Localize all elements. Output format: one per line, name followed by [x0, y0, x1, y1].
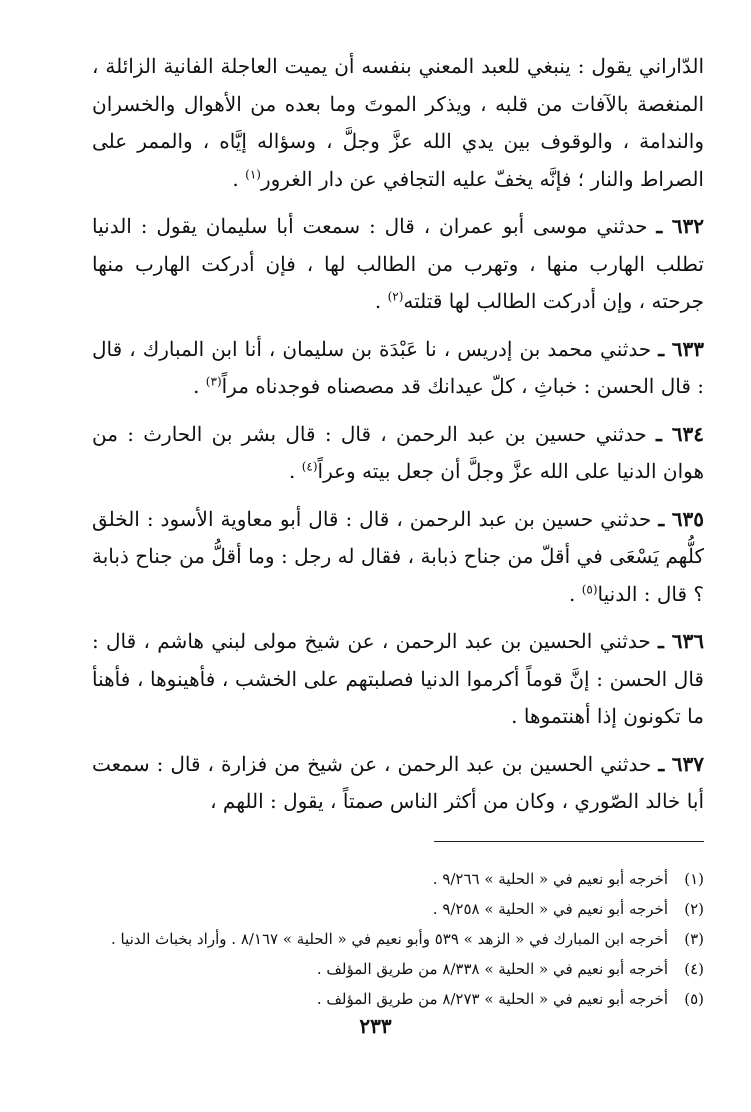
footnote-marker: (٣): [684, 929, 704, 948]
page-number: ٢٣٣: [359, 1014, 392, 1038]
footnote-5: [92, 988, 704, 1010]
footnotes: [92, 868, 704, 1010]
footnote-ref: (٥): [581, 581, 598, 596]
footnote-ref: (٤): [301, 459, 318, 474]
paragraph-number: ٦٣٦ ـ: [658, 629, 704, 653]
paragraph-tail: .: [288, 459, 302, 483]
page-body: [92, 48, 704, 1018]
paragraph-634: [92, 416, 704, 491]
paragraph-text: حدثني موسى أبو عمران ، قال : سمعت أبا سليمان يقول : الدنيا تطلب الهارب منها ، وتهرب من الطالب لها ، فإن أدركت الهارب منها جرحته ، وإن أدركت الطالب لها قتلته: [92, 214, 704, 313]
paragraph-number: ٦٣٤ ـ: [656, 421, 704, 446]
footnote-text: أخرجه أبو نعيم في « الحلية » ٨/٣٣٨ من طريق المؤلف .: [316, 959, 668, 978]
footnote-marker: (١): [684, 869, 704, 888]
paragraph-continuation: [92, 48, 704, 198]
paragraph-text: حدثني الحسين بن عبد الرحمن ، عن شيخ من فزارة ، قال : سمعت أبا خالد الصّوري ، وكان من أكثر الناس صمتاً ، يقول : اللهم ،: [92, 751, 704, 813]
footnote-4: [92, 958, 704, 980]
paragraph-number: ٦٣٣ ـ: [658, 336, 704, 361]
paragraph-number: ٦٣٧ ـ: [658, 751, 705, 776]
footnote-marker: (٢): [684, 899, 704, 918]
paragraph-tail: .: [232, 166, 246, 191]
footnote-marker: (٥): [684, 989, 704, 1008]
paragraph-text: الدّاراني يقول : ينبغي للعبد المعني بنفسه أن يميت العاجلة الفانية الزائلة ، المنغصة بالآفات من قلبه ، ويذكر الموتَ وما بعده من الأهوال والخسران والندامة ، والوقوف بين يدي الله عزَّ وجلَّ ، وسؤاله إيَّاه ، والممر على الصراط والنار ؛ فإنَّه يخفّ عليه التجافي عن دار الغرور: [92, 54, 704, 191]
footnote-marker: (٤): [684, 959, 704, 978]
footnote-ref: (٣): [205, 374, 222, 389]
paragraph-number: ٦٣٥ ـ: [658, 506, 704, 531]
paragraph-tail: .: [568, 581, 582, 606]
paragraph-632: [92, 208, 704, 321]
footnote-1: [92, 868, 704, 890]
paragraph-text: حدثني الحسين بن عبد الرحمن ، عن شيخ مولى لبني هاشم ، قال : قال الحسن : إنَّ قوماً أكرموا الدنيا فصلبتهم على الخشب ، فأهينوها ، فأهنأ ما تكونون إذا أهنتموها .: [92, 629, 704, 728]
paragraph-number: ٦٣٢ ـ: [656, 214, 704, 238]
footnote-3: [92, 928, 704, 950]
paragraph-text: حدثني محمد بن إدريس ، نا عَبْدَة بن سليمان ، أنا ابن المبارك ، قال : قال الحسن : خباثِ ، كلّ عيدانك قد مصصناه فوجدناه مراً: [92, 336, 704, 398]
paragraph-635: [92, 501, 704, 614]
footnote-2: [92, 898, 704, 920]
footnote-ref: (١): [245, 166, 261, 181]
paragraph-text: حدثني حسين بن عبد الرحمن ، قال : قال أبو معاوية الأسود : الخلق كلُّهم يَسْعَى في أقلّ من جناح ذبابة ، فقال له رجل : وما أقلُّ من جناح ذبابة ؟ قال : الدنيا: [92, 506, 704, 606]
footnote-ref: (٢): [387, 289, 404, 304]
footnote-text: أخرجه أبو نعيم في « الحلية » ٩/٢٥٨ .: [432, 899, 668, 918]
paragraph-text: حدثني حسين بن عبد الرحمن ، قال : قال بشر بن الحارث : من هوان الدنيا على الله عزَّ وجلَّ أن جعل بيته وعراً: [92, 421, 704, 483]
paragraph-tail: .: [193, 374, 206, 398]
paragraph-636: [92, 623, 704, 736]
footnote-text: أخرجه ابن المبارك في « الزهد » ٥٣٩ وأبو نعيم في « الحلية » ٨/١٦٧ . وأراد بخباث الدنيا .: [110, 929, 668, 948]
footnote-text: أخرجه أبو نعيم في « الحلية » ٨/٢٧٣ من طريق المؤلف .: [316, 989, 668, 1008]
paragraph-633: [92, 331, 704, 406]
paragraph-637: [92, 746, 704, 821]
paragraph-tail: .: [374, 289, 388, 313]
footnote-text: أخرجه أبو نعيم في « الحلية » ٩/٢٦٦ .: [432, 869, 668, 888]
footnote-divider: [434, 841, 704, 842]
